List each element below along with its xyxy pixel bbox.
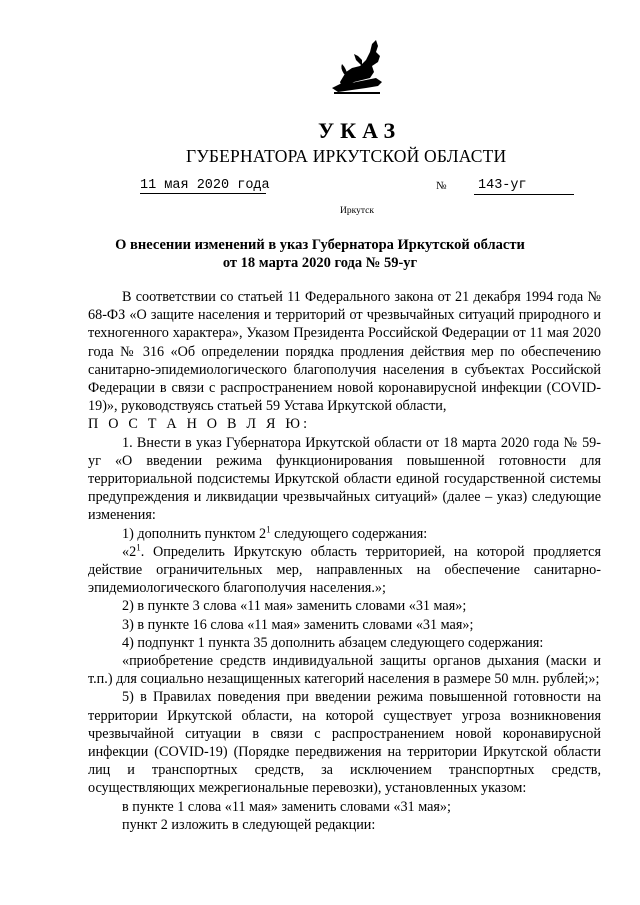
quote-text: . Определить Иркутскую область территорией, на которой продляется действие ограничительных мер, направленных на обеспечение санитарно-эпидемиологического благополучия населения.»; xyxy=(88,543,601,597)
date-underline xyxy=(140,193,266,194)
item-1-4-paragraph: 4) подпункт 1 пункта 35 дополнить абзацем следующего содержания: xyxy=(122,634,544,651)
item-1-1-paragraph xyxy=(88,525,601,543)
decree-body xyxy=(88,288,601,834)
item-1-2-paragraph: 2) в пункте 3 слова «11 мая» заменить словами «31 мая»; xyxy=(122,598,467,615)
item-1-1-text: 1) дополнить пунктом 2 xyxy=(122,525,267,542)
item-1-3-paragraph: 3) в пункте 16 слова «11 мая» заменить словами «31 мая»; xyxy=(122,616,474,633)
item-1-5-b-paragraph: пункт 2 изложить в следующей редакции: xyxy=(122,816,376,833)
quote-start: «2 xyxy=(122,543,137,560)
decree-heading xyxy=(80,236,560,272)
item-1-1-superscript: 1 xyxy=(266,523,271,534)
quote-superscript: 1 xyxy=(136,542,141,553)
quote-paragraph xyxy=(88,543,601,598)
preamble-paragraph: В соответствии со статьей 11 Федерального закона от 21 декабря 1994 года № 68-ФЗ «О защите населения и территорий от чрезвычайных ситуаций природного и техногенного характера», Указом Президента Российской Федерации от 11 мая 2020 года № 316 «Об определении порядка продления действия мер по обеспечению санитарно-эпидемиологического благополучия населения в субъектах Российской Федерации в связи с распространением новой коронавирусной инфекции (COVID-19)», руководствуясь статьей 59 Устава Иркутской области, xyxy=(88,289,601,415)
document-type-title: УКАЗ xyxy=(318,118,402,143)
heading-line-1: О внесении изменений в указ Губернатора Иркутской области xyxy=(115,237,525,253)
decree-number: 143-уг xyxy=(474,178,574,195)
item-1-1-text-end: следующего содержания: xyxy=(270,525,428,542)
item-1-5-paragraph: 5) в Правилах поведения при введении режима повышенной готовности на территории Иркутской области, на которой существует угроза возникновения чрезвычайной ситуации в связи с распространением новой коронавирусной инфекции (COVID-19) (Порядке передвижения на территории Иркутской области лиц и транспортных средств, за исключением транспортных средств, осуществляющих межрегиональные перевозки), установленных указом: xyxy=(88,689,601,797)
city-name: Иркутск xyxy=(340,206,374,216)
issuer-title: ГУБЕРНАТОРА ИРКУТСКОЙ ОБЛАСТИ xyxy=(186,146,507,166)
decree-date: 11 мая 2020 года xyxy=(140,178,270,193)
number-label: № xyxy=(436,180,447,192)
item-1-4-quote-paragraph: «приобретение средств индивидуальной защиты органов дыхания (маски и т.п.) для социально незащищенных категорий населения в размере 50 млн. рублей;»; xyxy=(88,653,601,688)
item-1-5-a-paragraph: в пункте 1 слова «11 мая» заменить словами «31 мая»; xyxy=(122,798,451,815)
heading-line-2: от 18 марта 2020 года № 59-уг xyxy=(222,255,418,271)
irkutsk-babr-emblem-icon xyxy=(326,38,388,96)
item-1-paragraph: 1. Внести в указ Губернатора Иркутской области от 18 марта 2020 года № 59-уг «О введении режима функционирования повышенной готовности для территориальной подсистемы Иркутской области единой государственной системы предупреждения и ликвидации чрезвычайных ситуаций» (далее – указ) следующие изменения: xyxy=(88,434,601,524)
decree-word: П О С Т А Н О В Л Я Ю: xyxy=(88,416,311,433)
